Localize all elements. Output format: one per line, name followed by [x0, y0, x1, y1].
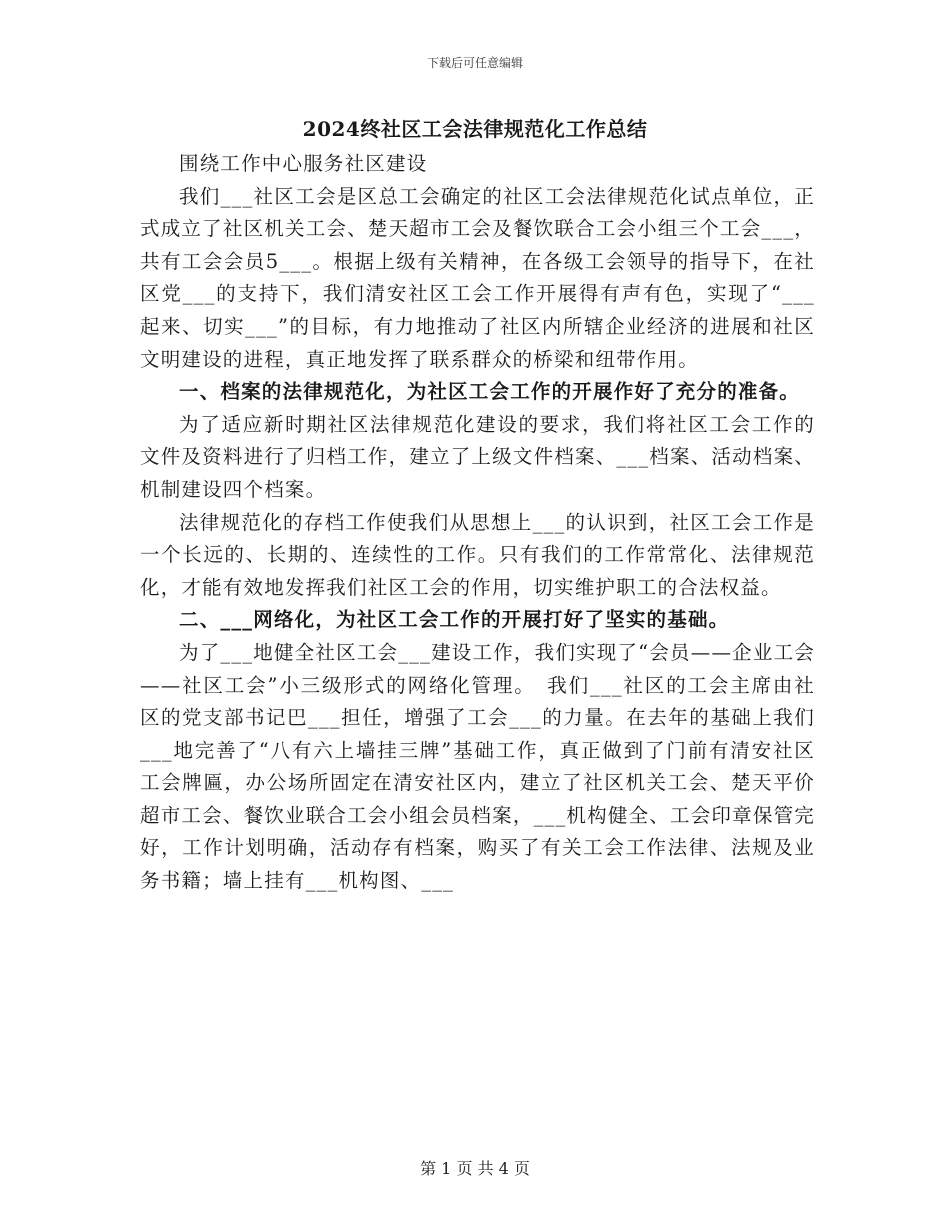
paragraph: 为了___地健全社区工会___建设工作，我们实现了“会员——企业工会——社区工会”小三级形式的网络化管理。 我们___社区的工会主席由社区的党支部书记巴___担任，增强了工会___的力量。在去年的基础上我们___地完善了“八有六上墙挂三牌”基础工作，真正做到了门前有清安社区工会牌匾，办公场所固定在清安社区内，建立了社区机关工会、楚天平价超市工会、餐饮业联合工会小组会员档案，___机构健全、工会印章保管完好，工作计划明确，活动存有档案，购买了有关工会工作法律、法规及业务书籍；墙上挂有___机构图、___ — [140, 640, 815, 893]
page-number-footer: 第 1 页 共 4 页 — [420, 1159, 530, 1178]
page-header-note: 下载后可任意编辑 — [426, 56, 523, 70]
paragraph: 法律规范化的存档工作使我们从思想上___的认识到，社区工会工作是一个长远的、长期的、连续性的工作。只有我们的工作常常化、法律规范化，才能有效地发挥我们社区工会的作用，切实维护职工的合法权益。 — [140, 510, 815, 599]
paragraph: 围绕工作中心服务社区建设 — [179, 152, 428, 175]
paragraph: 为了适应新时期社区法律规范化建设的要求，我们将社区工会工作的文件及资料进行了归档工作，建立了上级文件档案、___档案、活动档案、机制建设四个档案。 — [140, 412, 815, 501]
document-body — [140, 148, 815, 898]
document-title: 2024终社区工会法律规范化工作总结 — [302, 117, 648, 141]
section-heading: 一、档案的法律规范化，为社区工会工作的开展作好了充分的准备。 — [179, 380, 801, 404]
paragraph: 我们___社区工会是区总工会确定的社区工会法律规范化试点单位，正式成立了社区机关工会、楚天超市工会及餐饮联合工会小组三个工会___，共有工会会员5___。根据上级有关精神，在各级工会领导的指导下，在社区党___的支持下，我们清安社区工会工作开展得有声有色，实现了“___起来、切实___”的目标，有力地推动了社区内所辖企业经济的进展和社区文明建设的进程，真正地发挥了联系群众的桥梁和纽带作用。 — [140, 184, 815, 371]
section-heading: 二、___网络化，为社区工会工作的开展打好了坚实的基础。 — [179, 608, 730, 632]
